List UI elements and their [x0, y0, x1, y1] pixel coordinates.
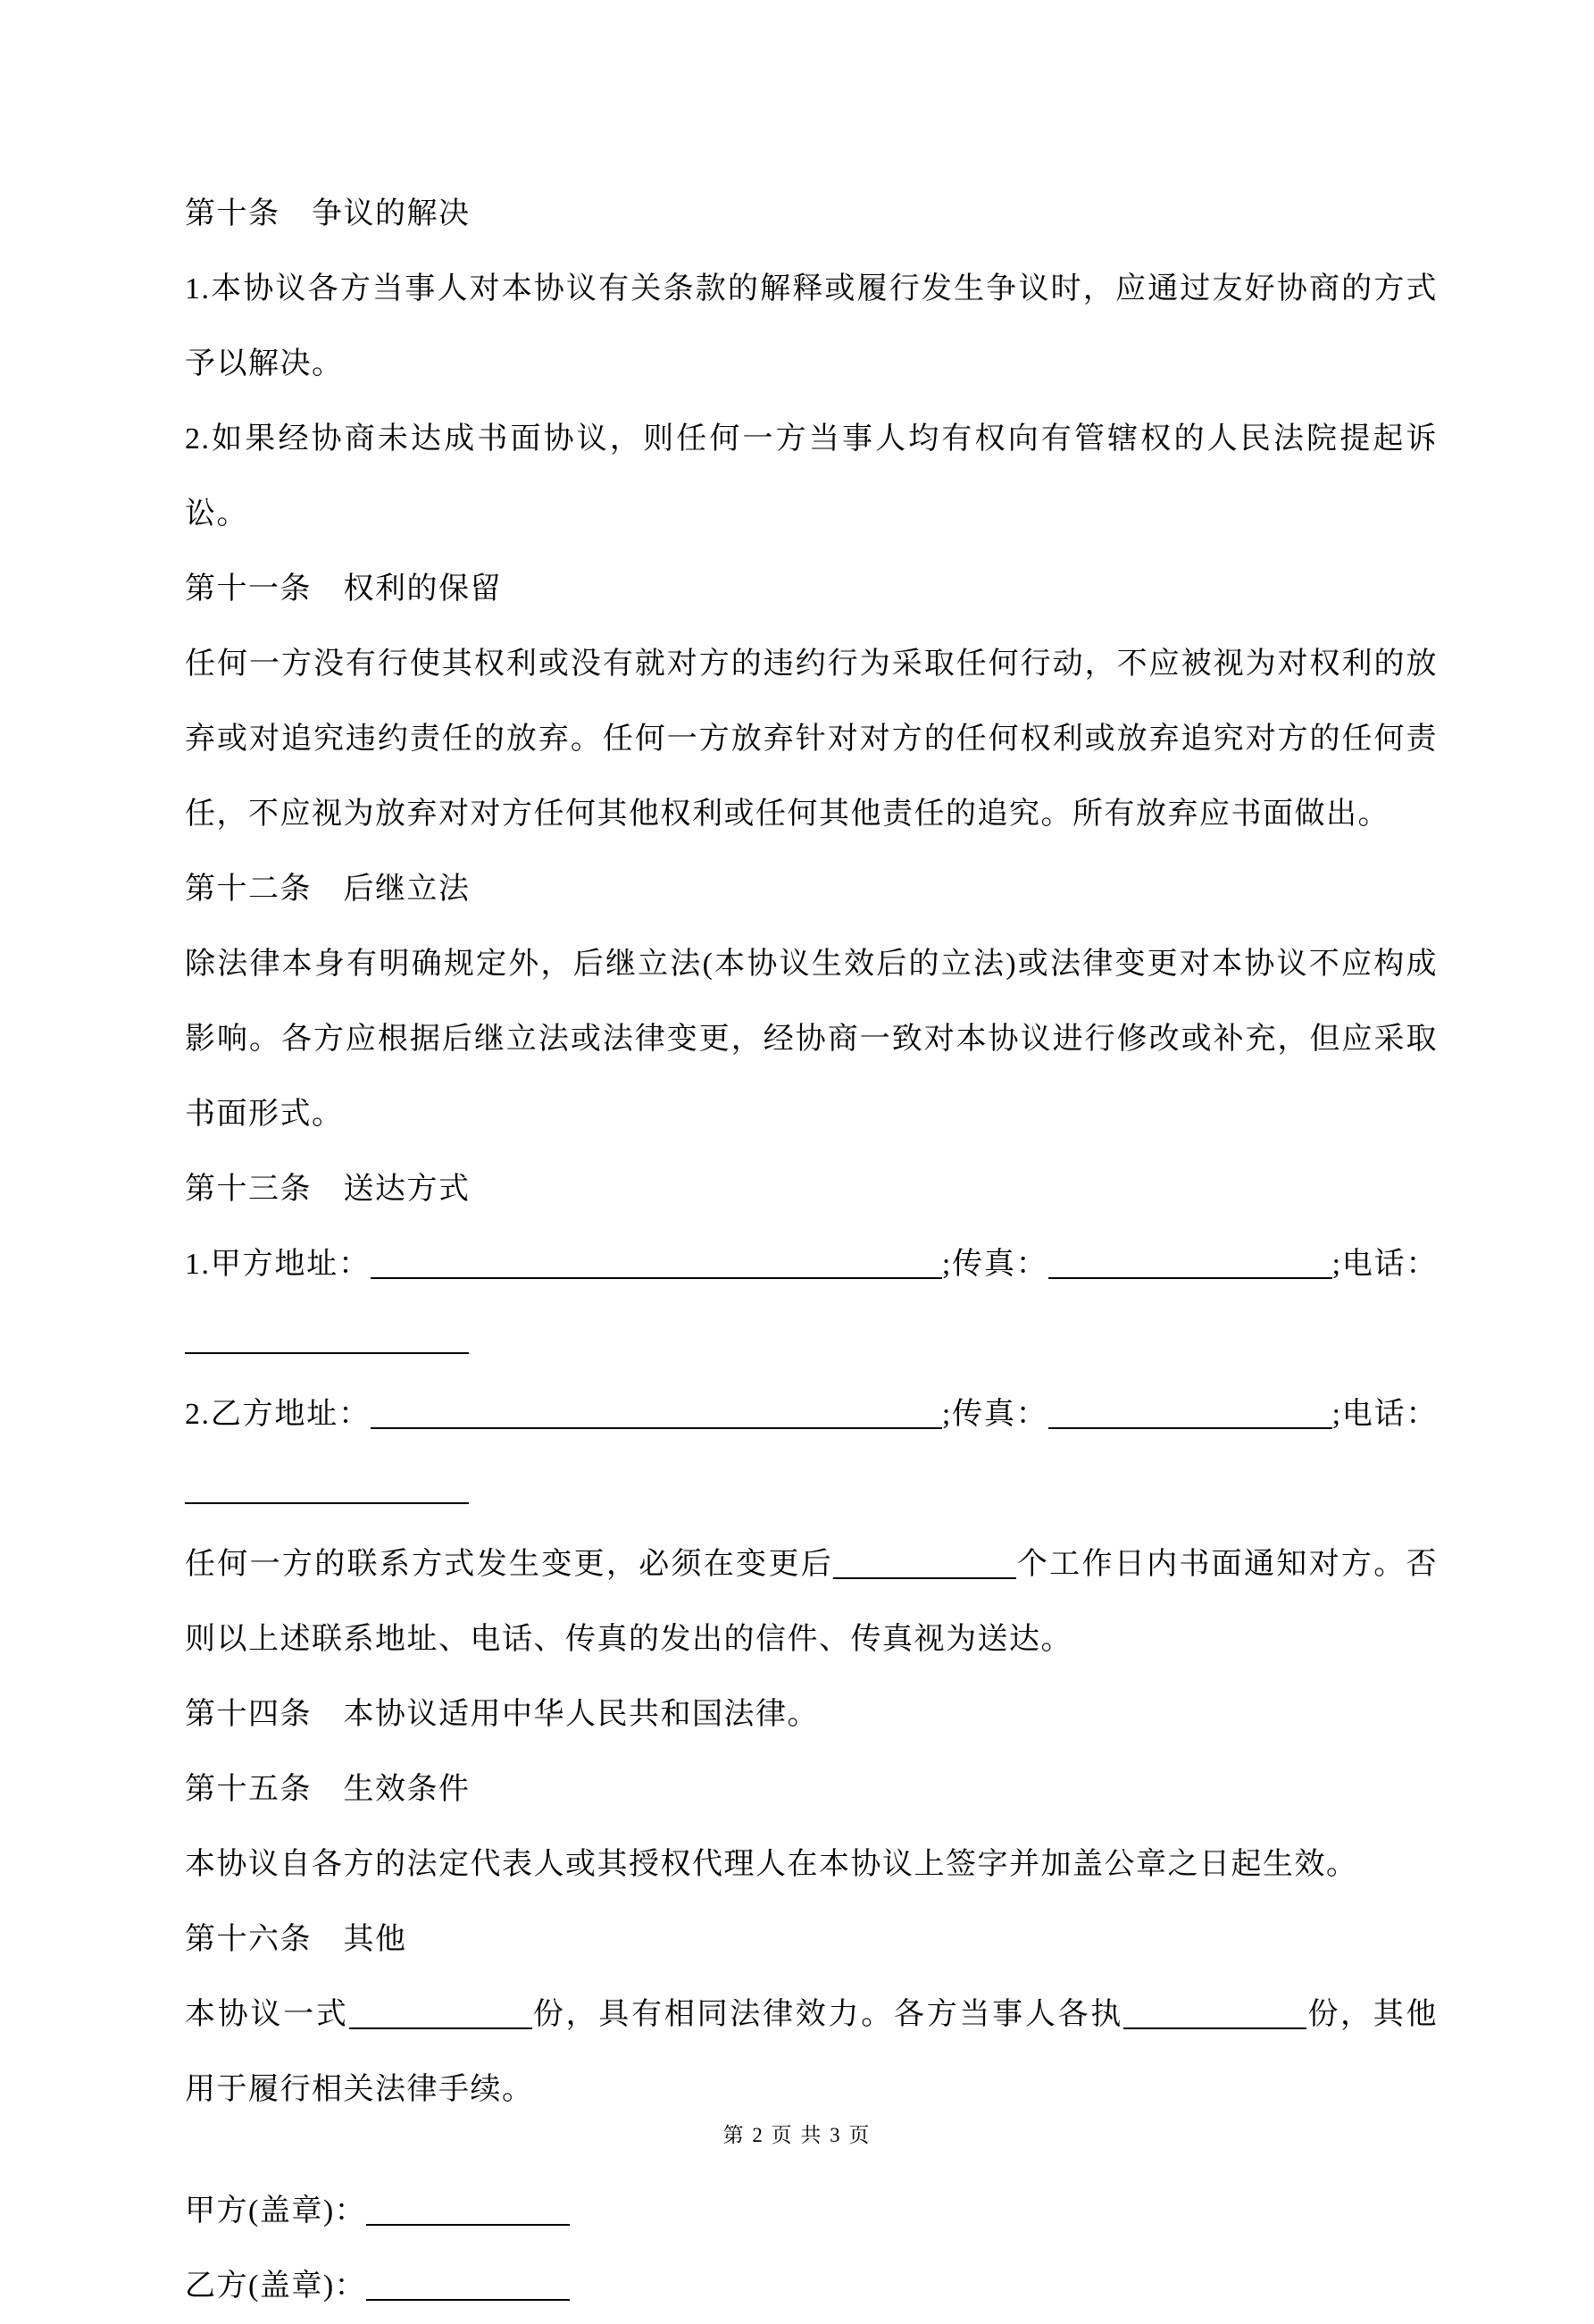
text-run: 2.乙方地址：: [185, 1398, 371, 1431]
clause-heading: [185, 552, 1438, 627]
text-run: 本协议一式: [185, 1998, 349, 2031]
text-run: ;电话：: [1331, 1248, 1439, 1281]
text-run: 份，具有相同法律效力。各方当事人各执: [531, 1998, 1124, 2031]
text-run: 1.本协议各方当事人对本协议有关条款的解释或履行发生争议时，应通过友好协商的方式予以解决。: [185, 272, 1438, 380]
text-run: 个工作日内书面通知对方。否则以上述联系地址、电话、传真的发出的信件、传真视为送达。: [185, 1548, 1439, 1656]
blank-field: [833, 1577, 1016, 1579]
clause-heading: [185, 1677, 1438, 1752]
text-run: 第十二条 后继立法: [185, 873, 471, 906]
blank-field: [1048, 1277, 1332, 1279]
text-run: 第十五条 生效条件: [185, 1773, 471, 1806]
clause-heading: [185, 1152, 1438, 1227]
document-content: [185, 177, 1438, 2324]
text-run: 任何一方的联系方式发生变更，必须在变更后: [185, 1548, 834, 1581]
paragraph: [185, 2249, 1438, 2324]
text-run: 任何一方没有行使其权利或没有就对方的违约行为采取任何行动，不应被视为对权利的放弃或对追究违约责任的放弃。任何一方放弃针对对方的任何权利或放弃追究对方的任何责任，不应视为放弃对对方任何其他权利或任何其他责任的追究。所有放弃应书面做出。: [185, 648, 1438, 831]
text-run: 2.如果经协商未达成书面协议，则任何一方当事人均有权向有管辖权的人民法院提起诉讼。: [185, 422, 1438, 531]
paragraph: [185, 627, 1438, 852]
text-run: 第十三条 送达方式: [185, 1173, 471, 1206]
text-run: 甲方(盖章)：: [185, 2194, 367, 2228]
text-run: 第十四条 本协议适用中华人民共和国法律。: [185, 1698, 819, 1731]
text-run: 1.甲方地址：: [185, 1248, 371, 1281]
text-run: ;传真：: [941, 1248, 1048, 1281]
blank-field: [185, 1352, 469, 1354]
paragraph: [185, 927, 1438, 1152]
clause-heading: [185, 1752, 1438, 1827]
paragraph: [185, 252, 1438, 402]
text-run: 乙方(盖章)：: [185, 2270, 367, 2303]
text-run: ;电话：: [1331, 1398, 1439, 1431]
blank-field: [366, 2299, 570, 2301]
blank-field: [1048, 1427, 1332, 1429]
paragraph: [185, 1827, 1438, 1902]
paragraph: [185, 1227, 1438, 1377]
blank-field: [349, 2027, 532, 2029]
page-footer: 第 2 页 共 3 页: [722, 2124, 872, 2146]
clause-heading: [185, 177, 1438, 252]
paragraph: [185, 2174, 1438, 2249]
blank-field: [371, 1277, 942, 1279]
paragraph: [185, 1377, 1438, 1527]
paragraph: [185, 1527, 1438, 1677]
clause-heading: [185, 1902, 1438, 1977]
paragraph: [185, 402, 1438, 552]
paragraph: [185, 1977, 1438, 2128]
text-run: 第十一条 权利的保留: [185, 573, 502, 606]
blank-field: [371, 1427, 942, 1429]
blank-field: [1123, 2027, 1306, 2029]
text-run: 本协议自各方的法定代表人或其授权代理人在本协议上签字并加盖公章之日起生效。: [185, 1848, 1358, 1881]
text-run: ;传真：: [941, 1398, 1048, 1431]
clause-heading: [185, 852, 1438, 927]
text-run: 除法律本身有明确规定外，后继立法(本协议生效后的立法)或法律变更对本协议不应构成影响。各方应根据后继立法或法律变更，经协商一致对本协议进行修改或补充，但应采取书面形式。: [185, 948, 1438, 1131]
blank-field: [185, 1502, 469, 1504]
blank-field: [366, 2224, 570, 2226]
text-run: 第十六条 其他: [185, 1923, 407, 1956]
text-run: 份，其他用于履行相关法律手续。: [185, 1998, 1439, 2106]
text-run: 第十条 争议的解决: [185, 197, 471, 230]
